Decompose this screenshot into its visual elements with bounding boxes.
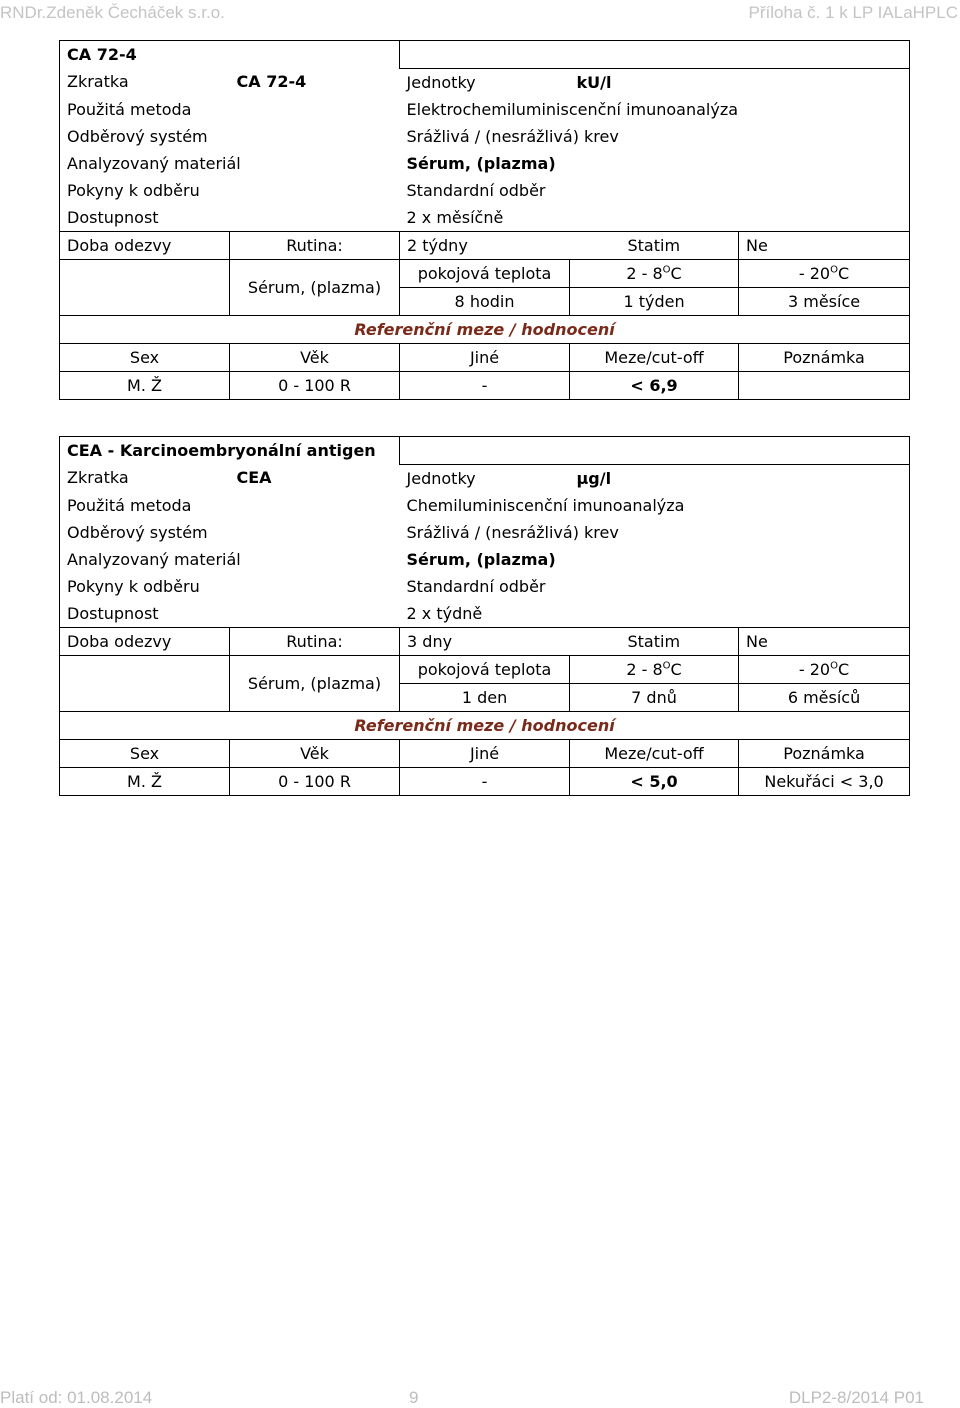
units-value: kU/l: [570, 69, 910, 97]
storage-value-fridge: 7 dnů: [570, 684, 739, 712]
ref-sex: M. Ž: [60, 372, 230, 400]
statim-label: Statim: [570, 232, 739, 260]
storage-value-room: 1 den: [400, 684, 570, 712]
storage-header-freezer-temp: - 20: [798, 659, 831, 679]
ref-age: 0 - 100 R: [230, 768, 400, 796]
footer-page-number: 9: [409, 1388, 419, 1407]
ref-header-cutoff: Meze/cut-off: [570, 344, 739, 372]
statim-label: Statim: [570, 628, 739, 656]
system-value: Srážlivá / (nesrážlivá) krev: [400, 519, 910, 546]
units-label: Jednotky: [406, 72, 476, 92]
storage-header-fridge: [570, 260, 739, 288]
ref-other: -: [400, 768, 570, 796]
material-value: Sérum, (plazma): [400, 150, 910, 177]
ref-header-note: Poznámka: [739, 344, 910, 372]
ref-note: [739, 372, 910, 400]
storage-header-room: pokojová teplota: [400, 656, 570, 684]
units-value: µg/l: [570, 465, 910, 493]
ref-header-other: Jiné: [400, 344, 570, 372]
ref-header-other: Jiné: [400, 740, 570, 768]
ref-header-cutoff: Meze/cut-off: [570, 740, 739, 768]
ref-note: Nekuřáci < 3,0: [739, 768, 910, 796]
availability-value: 2 x měsíčně: [400, 204, 910, 232]
storage-material: Sérum, (plazma): [230, 260, 400, 316]
ref-cutoff: < 6,9: [570, 372, 739, 400]
test-table-cea: [59, 436, 910, 796]
abbr-value: CEA: [236, 468, 272, 488]
storage-material: Sérum, (plazma): [230, 656, 400, 712]
storage-unit: C: [837, 263, 850, 283]
storage-value-freezer: 3 měsíce: [739, 288, 910, 316]
test-title: CA 72-4: [60, 41, 400, 69]
abbr-label: Zkratka: [60, 69, 230, 97]
availability-value: 2 x týdně: [400, 600, 910, 628]
material-value: Sérum, (plazma): [400, 546, 910, 573]
degree-sup: O: [830, 264, 838, 276]
storage-header-room: pokojová teplota: [400, 260, 570, 288]
system-label: Odběrový systém: [60, 123, 400, 150]
degree-sup: O: [662, 264, 671, 276]
system-value: Srážlivá / (nesrážlivá) krev: [400, 123, 910, 150]
routine-label: Rutina:: [230, 628, 400, 656]
method-label: Použitá metoda: [60, 492, 400, 519]
routine-value: 3 dny: [400, 628, 570, 656]
degree-sup: O: [662, 660, 671, 672]
response-label: Doba odezvy: [60, 232, 230, 260]
storage-header-fridge-range: 2 - 8: [626, 659, 663, 679]
method-value: Chemiluminiscenční imunoanalýza: [400, 492, 910, 519]
storage-unit: C: [670, 659, 682, 679]
abbr-value: CA 72-4: [236, 72, 307, 92]
availability-label: Dostupnost: [60, 600, 400, 628]
material-label: Analyzovaný materiál: [60, 546, 400, 573]
statim-value: Ne: [739, 232, 910, 260]
system-label: Odběrový systém: [60, 519, 400, 546]
reference-title: Referenční meze / hodnocení: [60, 316, 910, 344]
routine-value: 2 týdny: [400, 232, 570, 260]
header-attachment: Příloha č. 1 k LP IALaHPLC: [748, 3, 958, 22]
storage-value-freezer: 6 měsíců: [739, 684, 910, 712]
ref-cutoff: < 5,0: [570, 768, 739, 796]
instructions-value: Standardní odběr: [400, 177, 910, 204]
ref-header-note: Poznámka: [739, 740, 910, 768]
storage-header-fridge-range: 2 - 8: [626, 263, 663, 283]
storage-unit: C: [670, 263, 682, 283]
abbr-label: Zkratka: [60, 465, 230, 493]
footer-doc-id: DLP2-8/2014 P01: [788, 1388, 924, 1407]
ref-age: 0 - 100 R: [230, 372, 400, 400]
test-table-ca72-4: [59, 40, 910, 400]
routine-label: Rutina:: [230, 232, 400, 260]
statim-value: Ne: [739, 628, 910, 656]
storage-header-freezer: [739, 260, 910, 288]
ref-header-sex: Sex: [60, 740, 230, 768]
method-label: Použitá metoda: [60, 96, 400, 123]
ref-header-sex: Sex: [60, 344, 230, 372]
instructions-label: Pokyny k odběru: [60, 177, 400, 204]
units-label: Jednotky: [406, 468, 476, 488]
availability-label: Dostupnost: [60, 204, 400, 232]
title-empty-cell: [400, 437, 910, 465]
storage-header-fridge: [570, 656, 739, 684]
instructions-label: Pokyny k odběru: [60, 573, 400, 600]
ref-header-age: Věk: [230, 740, 400, 768]
response-label: Doba odezvy: [60, 628, 230, 656]
reference-title: Referenční meze / hodnocení: [60, 712, 910, 740]
header-company: RNDr.Zdeněk Čecháček s.r.o.: [0, 3, 225, 22]
footer-valid-from: Platí od: 01.08.2014: [0, 1388, 153, 1407]
ref-header-age: Věk: [230, 344, 400, 372]
storage-empty-cell: [60, 260, 230, 316]
material-label: Analyzovaný materiál: [60, 150, 400, 177]
storage-unit: C: [837, 659, 850, 679]
title-empty-cell: [400, 41, 910, 69]
instructions-value: Standardní odběr: [400, 573, 910, 600]
storage-header-freezer-temp: - 20: [798, 263, 831, 283]
ref-other: -: [400, 372, 570, 400]
storage-empty-cell: [60, 656, 230, 712]
storage-header-freezer: [739, 656, 910, 684]
method-value: Elektrochemiluminiscenční imunoanalýza: [400, 96, 910, 123]
ref-sex: M. Ž: [60, 768, 230, 796]
test-title: CEA - Karcinoembryonální antigen: [60, 437, 400, 465]
storage-value-fridge: 1 týden: [570, 288, 739, 316]
storage-value-room: 8 hodin: [400, 288, 570, 316]
degree-sup: O: [830, 660, 838, 672]
